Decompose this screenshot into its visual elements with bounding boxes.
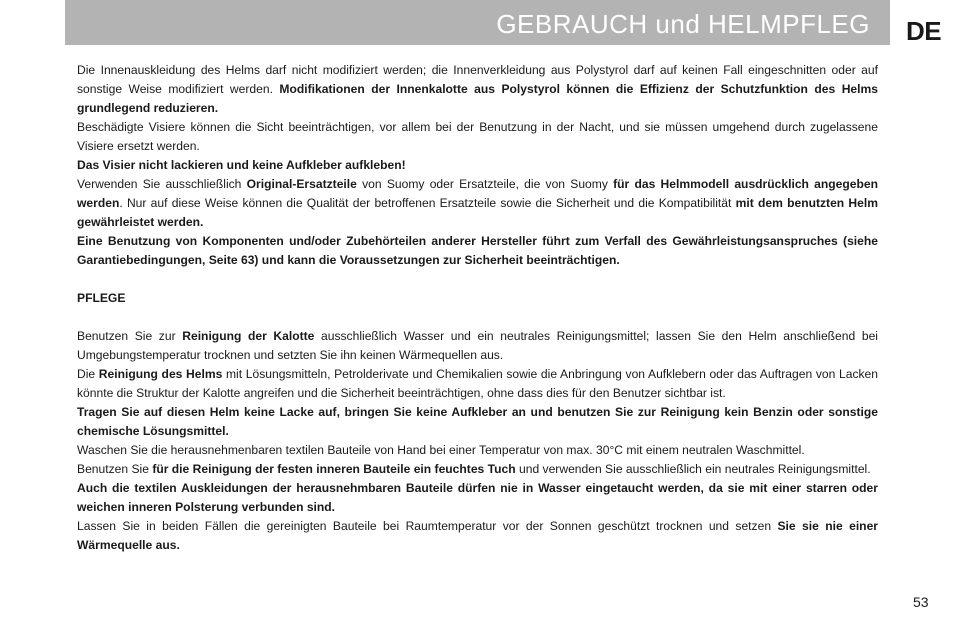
bold-text: für das Helmmodell ausdrücklich angegeben werden: [77, 177, 879, 210]
paragraph: [77, 517, 878, 555]
paragraph: [77, 232, 878, 270]
spacer: [77, 270, 878, 289]
page-title: GEBRAUCH und HELMPFLEG: [496, 9, 870, 39]
text-run: Beschädigte Visiere können die Sicht beeinträchtigen, vor allem bei der Benutzung in der Nacht, und sie müssen umgehend durch zugelassene Visiere ersetzt werden.: [77, 120, 878, 153]
paragraph: [77, 61, 878, 118]
paragraph: [77, 403, 878, 441]
paragraph: [77, 118, 878, 156]
bold-text: Reinigung des Helms: [98, 367, 223, 381]
text-run: . Nur auf diese Weise können die Qualität der betroffenen Ersatzteile sowie die Sicherheit und die Kompatibilität: [119, 196, 736, 210]
language-badge: DE: [906, 16, 942, 46]
paragraph: [77, 460, 878, 479]
bold-text: Tragen Sie auf diesen Helm keine Lacke auf, bringen Sie keine Aufkleber an und benutzen Sie zur Reinigung kein Benzin oder sonstige chemische Lösungsmittel.: [77, 405, 878, 438]
intro-section: [77, 61, 878, 270]
header-bar: [65, 0, 890, 45]
text-run: ausschließlich Wasser und ein neutrales Reinigungsmittel; lassen Sie den Helm anschließend bei Umgebungstemperatur trocknen und setzten Sie ihn keinen Wärmequellen aus.: [77, 329, 878, 362]
spacer: [77, 308, 878, 327]
section-heading: PFLEGE: [77, 291, 126, 305]
text-run: Benutzen Sie zur: [77, 329, 183, 343]
text-run: Benutzen Sie: [77, 462, 153, 476]
document-body: [77, 61, 878, 555]
text-run: von Suomy oder Ersatzteile, die von Suomy: [356, 177, 614, 191]
page-number: 53: [913, 594, 929, 610]
paragraph: [77, 327, 878, 365]
bold-text: für die Reinigung der festen inneren Bauteile ein feuchtes Tuch: [152, 462, 516, 476]
paragraph: [77, 441, 878, 460]
text-run: Die: [77, 367, 99, 381]
text-run: Waschen Sie die herausnehmenbaren textilen Bauteile von Hand bei einer Temperatur von max. 30°C mit einem neutralen Waschmittel.: [77, 443, 805, 457]
bold-text: Auch die textilen Auskleidungen der herausnehmbaren Bauteile dürfen nie in Wasser eingetaucht werden, da sie mit einer starren oder weichen inneren Polsterung verbunden sind.: [77, 481, 878, 514]
text-run: mit Lösungsmitteln, Petrolderivate und Chemikalien sowie die Anbringung von Aufklebern oder das Auftragen von Lacken könnte die Struktur der Kalotte angreifen und die Sicherheit beeinträchtigen, ohne dass dies für den Benutzer sichtbar ist.: [77, 367, 878, 400]
bold-text: Modifikationen der Innenkalotte aus Polystyrol können die Effizienz der Schutzfunktion des Helms grundlegend reduzieren.: [77, 82, 879, 115]
bold-text: Eine Benutzung von Komponenten und/oder Zubehörteilen anderer Hersteller führt zum Verfall des Gewährleistungsanspruches (siehe Garantiebedingungen, Seite 63) und kann die Voraussetzungen zur Sicherheit beeinträchtigen.: [77, 234, 878, 267]
bold-text: Das Visier nicht lackieren und keine Aufkleber aufkleben!: [77, 158, 406, 172]
paragraph: [77, 175, 878, 232]
text-run: Die Innenauskleidung des Helms darf nicht modifiziert werden; die Innenverkleidung aus Polystyrol darf auf keinen Fall eingeschnitten oder auf sonstige Weise modifiziert werden.: [77, 63, 878, 96]
bold-text: Reinigung der Kalotte: [182, 329, 315, 343]
bold-text: mit dem benutzten Helm gewährleistet werden.: [77, 196, 879, 229]
bold-text: Sie sie nie einer Wärmequelle aus.: [77, 519, 878, 552]
care-section: [77, 327, 878, 555]
paragraph: [77, 479, 878, 517]
bold-text: Original-Ersatzteile: [246, 177, 357, 191]
text-run: Verwenden Sie ausschließlich: [77, 177, 247, 191]
text-run: und verwenden Sie ausschließlich ein neutrales Reinigungsmittel.: [515, 462, 871, 476]
paragraph: [77, 365, 878, 403]
paragraph: [77, 156, 878, 175]
text-run: Lassen Sie in beiden Fällen die gereinigten Bauteile bei Raumtemperatur vor der Sonnen geschützt trocknen und setzen: [77, 519, 778, 533]
